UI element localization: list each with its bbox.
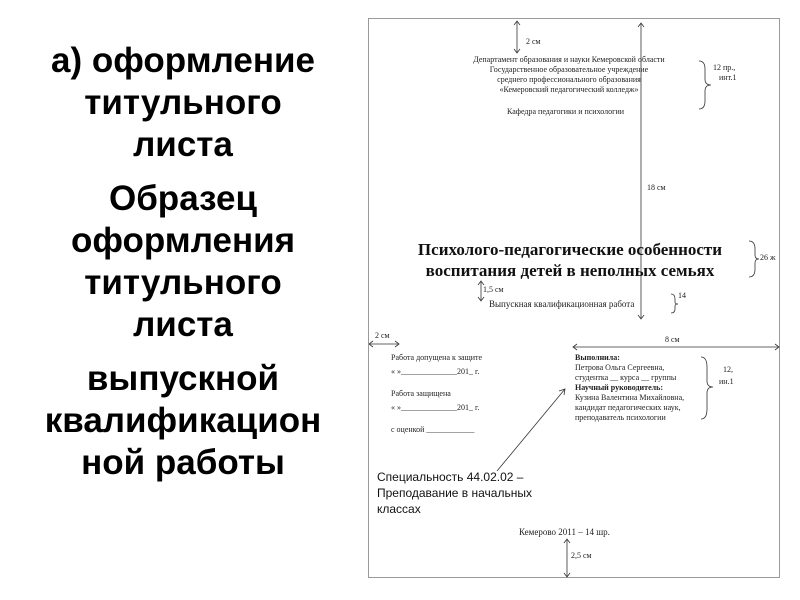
specialty-line: классах <box>377 502 421 516</box>
admission-block <box>391 353 482 435</box>
heading-line: листа <box>133 305 233 344</box>
heading-line: выпускной <box>86 359 280 398</box>
defense-line: Работа защищена <box>391 389 451 398</box>
heading-line: квалификацион <box>44 401 322 440</box>
header-line: Государственное образовательное учреждение <box>489 65 649 74</box>
executor-block <box>575 353 684 423</box>
header-line: Департамент образования и науки Кемеровской области <box>473 55 665 64</box>
header-block <box>439 55 699 95</box>
top-margin-label: 2 см <box>526 37 541 46</box>
middle-distance-label: 18 см <box>647 183 666 192</box>
executor-font-label-2: ин.1 <box>719 377 734 386</box>
header-font-label-2: инт.1 <box>719 73 737 82</box>
executor-name: Петрова Ольга Сергеевна, <box>575 363 665 372</box>
supervisor-name: Кузина Валентина Михайловна, <box>575 393 685 402</box>
executor-course: студентка __ курса __ группы <box>575 373 677 382</box>
defense-date: « »______________201_ г. <box>391 403 480 412</box>
heading-line: титульного <box>84 263 282 302</box>
title-font-label: 26 ж <box>760 253 776 262</box>
left-heading <box>18 40 348 484</box>
heading-line: Образец <box>108 179 258 218</box>
executor-label: Выполнила: <box>575 353 620 362</box>
executor-font-label: 12, <box>723 365 733 374</box>
header-font-label: 12 пр., <box>713 63 736 72</box>
admission-date: « »______________201_ г. <box>391 367 480 376</box>
heading-line: оформления <box>70 221 296 260</box>
heading-line: титульного <box>84 83 282 122</box>
work-title-line: Психолого-педагогические особенности <box>417 240 723 259</box>
heading-line: а) оформление <box>51 41 315 80</box>
work-title <box>389 239 751 281</box>
supervisor-degree: кандидат педагогических наук, <box>575 403 681 412</box>
city-year: Кемерово 2011 – 14 шр. <box>519 527 610 537</box>
supervisor-position: преподаватель психологии <box>575 413 666 422</box>
admission-line: Работа допущена к защите <box>391 353 483 362</box>
header-line: среднего профессионального образования <box>497 75 641 84</box>
supervisor-label: Научный руководитель: <box>575 383 663 392</box>
specialty-line: Преподавание в начальных <box>377 486 532 500</box>
bottom-margin-label: 2,5 см <box>571 551 592 560</box>
grade-line: с оценкой ____________ <box>391 425 475 434</box>
header-line: «Кемеровский педагогический колледж» <box>499 85 639 94</box>
left-margin-label: 2 см <box>375 331 390 340</box>
heading-line: листа <box>133 125 233 164</box>
title-page-sample <box>368 18 780 578</box>
block-width-label: 8 см <box>665 335 680 344</box>
work-type-font-label: 14 <box>678 291 686 300</box>
specialty-line: Специальность 44.02.02 – <box>377 470 524 484</box>
heading-line: ной работы <box>81 443 285 482</box>
work-title-line: воспитания детей в неполных семьях <box>425 261 715 280</box>
department: Кафедра педагогики и психологии <box>507 107 625 116</box>
gap-label: 1,5 см <box>483 285 504 294</box>
specialty-note <box>377 469 532 517</box>
work-type: Выпускная квалификационная работа <box>489 299 635 309</box>
